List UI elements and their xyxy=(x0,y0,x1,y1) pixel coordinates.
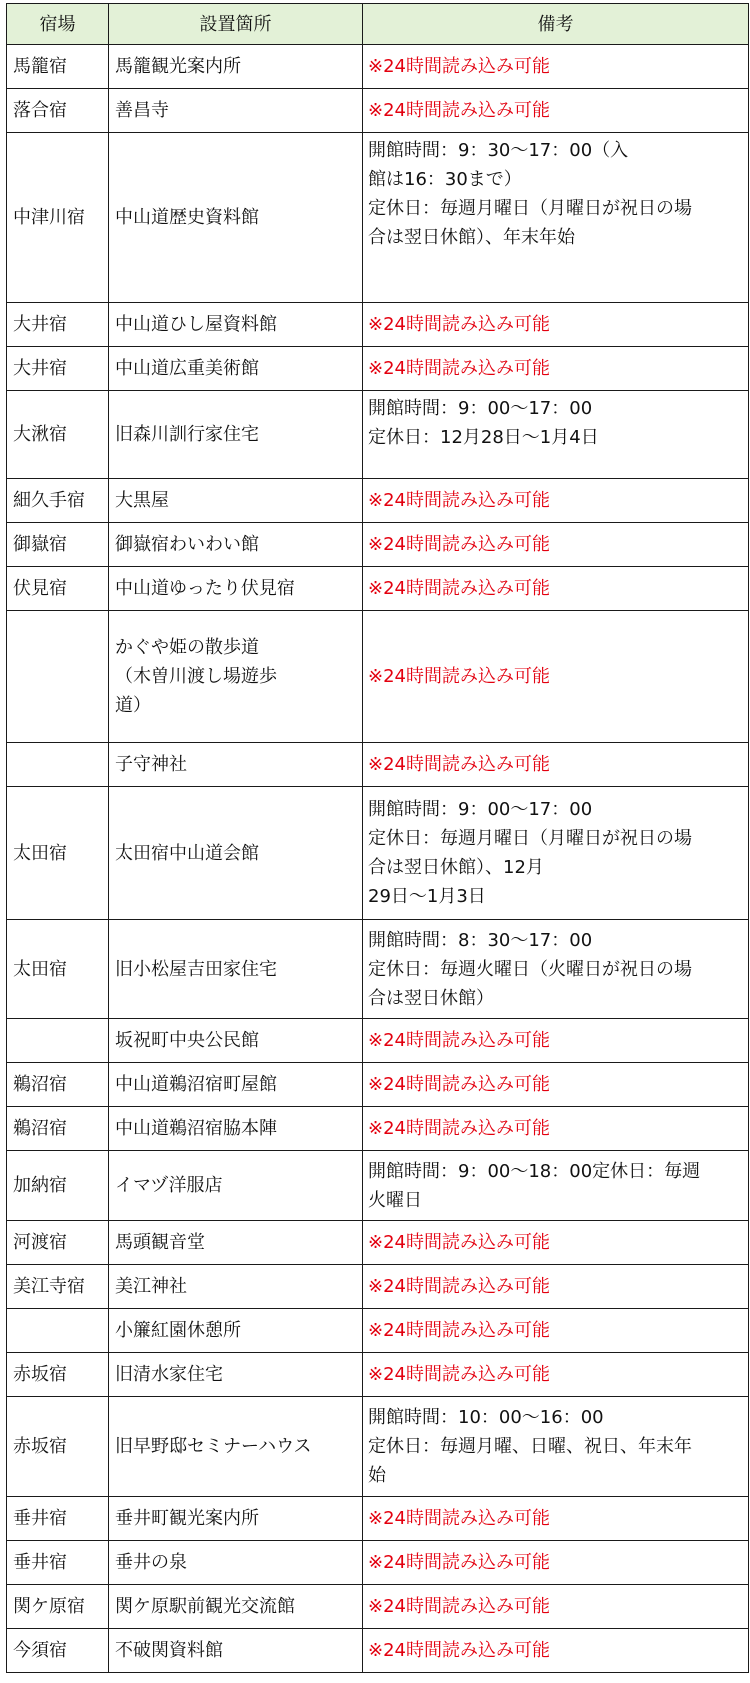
place-cell xyxy=(109,479,363,523)
note-cell-24h xyxy=(363,479,749,523)
note-line: ※24時間読み込み可能 xyxy=(368,490,550,511)
note-cell-24h xyxy=(363,1107,749,1151)
shukuba-cell: 美江寺宿 xyxy=(7,1265,109,1309)
table-row xyxy=(7,1019,749,1063)
note-line: ※24時間読み込み可能 xyxy=(368,1232,550,1253)
note-line: ※24時間読み込み可能 xyxy=(368,754,550,775)
place-line: 関ケ原駅前観光交流館 xyxy=(115,1596,295,1617)
place-cell xyxy=(109,1541,363,1585)
note-cell-24h xyxy=(363,1265,749,1309)
place-line: 不破関資料館 xyxy=(115,1640,223,1661)
shukuba-cell xyxy=(7,1309,109,1353)
place-cell xyxy=(109,611,363,743)
note-line: 合は翌日休館）、12月 xyxy=(368,857,544,878)
shukuba-cell: 加納宿 xyxy=(7,1151,109,1221)
place-line: 中山道鵜沼宿町屋館 xyxy=(115,1074,277,1095)
note-line: ※24時間読み込み可能 xyxy=(368,1364,550,1385)
note-line: ※24時間読み込み可能 xyxy=(368,1508,550,1529)
header-note: 備考 xyxy=(363,4,749,45)
place-line: 中山道歴史資料館 xyxy=(115,207,259,228)
place-line: イマヅ洋服店 xyxy=(115,1175,223,1196)
note-line: 29日～1月3日 xyxy=(368,886,486,907)
table-row xyxy=(7,1629,749,1673)
table-row xyxy=(7,1151,749,1221)
note-cell-24h xyxy=(363,1221,749,1265)
note-cell-24h xyxy=(363,347,749,391)
note-cell-hours xyxy=(363,391,749,479)
table-row xyxy=(7,89,749,133)
shukuba-cell: 関ケ原宿 xyxy=(7,1585,109,1629)
place-cell xyxy=(109,1221,363,1265)
place-cell xyxy=(109,1151,363,1221)
place-line: 善昌寺 xyxy=(115,100,169,121)
shukuba-cell: 大井宿 xyxy=(7,303,109,347)
shukuba-cell: 今須宿 xyxy=(7,1629,109,1673)
place-cell xyxy=(109,347,363,391)
stamp-location-table xyxy=(6,3,749,1673)
place-line: 中山道ひし屋資料館 xyxy=(115,314,277,335)
table-row xyxy=(7,1397,749,1497)
table-body xyxy=(7,45,749,1673)
note-cell-24h xyxy=(363,1063,749,1107)
shukuba-cell: 馬籠宿 xyxy=(7,45,109,89)
shukuba-cell: 細久手宿 xyxy=(7,479,109,523)
shukuba-cell: 伏見宿 xyxy=(7,567,109,611)
note-line: 館は16：30まで） xyxy=(368,169,522,190)
note-line: 合は翌日休館） xyxy=(368,987,494,1009)
shukuba-cell: 河渡宿 xyxy=(7,1221,109,1265)
note-cell-hours xyxy=(363,1151,749,1221)
table-row xyxy=(7,303,749,347)
place-cell xyxy=(109,391,363,479)
table-row xyxy=(7,1309,749,1353)
table-row xyxy=(7,567,749,611)
place-cell xyxy=(109,787,363,920)
note-line: 合は翌日休館）、年末年始 xyxy=(368,227,575,248)
place-line: 垂井町観光案内所 xyxy=(115,1508,259,1529)
note-cell-24h xyxy=(363,303,749,347)
place-line: 垂井の泉 xyxy=(115,1552,187,1573)
place-cell xyxy=(109,1353,363,1397)
shukuba-cell: 御嶽宿 xyxy=(7,523,109,567)
shukuba-cell: 鵜沼宿 xyxy=(7,1107,109,1151)
note-line: ※24時間読み込み可能 xyxy=(368,56,550,77)
shukuba-cell: 垂井宿 xyxy=(7,1497,109,1541)
place-line: 旧小松屋吉田家住宅 xyxy=(115,958,277,980)
place-cell xyxy=(109,45,363,89)
note-cell-24h xyxy=(363,1629,749,1673)
shukuba-cell: 太田宿 xyxy=(7,920,109,1019)
place-cell xyxy=(109,567,363,611)
place-line: 中山道ゆったり伏見宿 xyxy=(115,578,295,599)
note-line: 開館時間：9：00～17：00 xyxy=(368,398,593,419)
place-cell xyxy=(109,1019,363,1063)
note-cell-24h xyxy=(363,1019,749,1063)
note-line: ※24時間読み込み可能 xyxy=(368,1552,550,1573)
place-line: 旧清水家住宅 xyxy=(115,1364,223,1385)
note-line: 定休日：毎週月曜日（月曜日が祝日の場 xyxy=(368,828,692,849)
table-row xyxy=(7,1107,749,1151)
table-row xyxy=(7,1221,749,1265)
note-line: ※24時間読み込み可能 xyxy=(368,666,550,687)
note-line: 定休日：毎週月曜日（月曜日が祝日の場 xyxy=(368,198,692,219)
place-line: 子守神社 xyxy=(115,754,187,775)
place-line: 太田宿中山道会館 xyxy=(115,842,259,864)
note-cell-24h xyxy=(363,1585,749,1629)
place-line: 坂祝町中央公民館 xyxy=(115,1030,259,1051)
table-row xyxy=(7,920,749,1019)
note-line: ※24時間読み込み可能 xyxy=(368,534,550,555)
note-line: 定休日：毎週火曜日（火曜日が祝日の場 xyxy=(368,958,692,980)
shukuba-cell: 赤坂宿 xyxy=(7,1353,109,1397)
note-line: ※24時間読み込み可能 xyxy=(368,578,550,599)
note-line: ※24時間読み込み可能 xyxy=(368,314,550,335)
table-row xyxy=(7,743,749,787)
place-line: 道） xyxy=(115,695,151,716)
header-place: 設置箇所 xyxy=(109,4,363,45)
note-cell-hours xyxy=(363,787,749,920)
note-cell-24h xyxy=(363,743,749,787)
place-cell xyxy=(109,920,363,1019)
note-cell-24h xyxy=(363,1309,749,1353)
shukuba-cell: 赤坂宿 xyxy=(7,1397,109,1497)
note-cell-hours xyxy=(363,133,749,303)
shukuba-cell: 垂井宿 xyxy=(7,1541,109,1585)
stamp-location-table-wrapper xyxy=(6,3,749,1673)
note-line: ※24時間読み込み可能 xyxy=(368,1074,550,1095)
header-shukuba: 宿場 xyxy=(7,4,109,45)
shukuba-cell xyxy=(7,611,109,743)
table-row xyxy=(7,133,749,303)
table-row xyxy=(7,523,749,567)
place-cell xyxy=(109,1397,363,1497)
place-cell xyxy=(109,1063,363,1107)
place-cell xyxy=(109,1107,363,1151)
note-line: 開館時間：9：00～18：00定休日：毎週 xyxy=(368,1160,701,1182)
note-line: ※24時間読み込み可能 xyxy=(368,100,550,121)
header-row xyxy=(7,4,749,45)
place-cell xyxy=(109,133,363,303)
note-line: 開館時間：10：00～16：00 xyxy=(368,1407,604,1428)
table-row xyxy=(7,347,749,391)
note-line: ※24時間読み込み可能 xyxy=(368,1320,550,1341)
table-row xyxy=(7,611,749,743)
note-line: ※24時間読み込み可能 xyxy=(368,1596,550,1617)
shukuba-cell: 大井宿 xyxy=(7,347,109,391)
note-cell-24h xyxy=(363,89,749,133)
note-line: ※24時間読み込み可能 xyxy=(368,358,550,379)
place-line: （木曽川渡し場遊歩 xyxy=(115,666,277,687)
place-cell xyxy=(109,303,363,347)
place-line: 御嶽宿わいわい館 xyxy=(115,534,259,555)
place-cell xyxy=(109,1629,363,1673)
note-cell-24h xyxy=(363,1353,749,1397)
shukuba-cell xyxy=(7,743,109,787)
place-line: 美江神社 xyxy=(115,1276,187,1297)
place-line: 旧森川訓行家住宅 xyxy=(115,424,259,445)
place-cell xyxy=(109,1585,363,1629)
note-line: ※24時間読み込み可能 xyxy=(368,1276,550,1297)
note-cell-24h xyxy=(363,1497,749,1541)
table-row xyxy=(7,1353,749,1397)
note-line: 開館時間：8：30～17：00 xyxy=(368,929,593,951)
shukuba-cell: 中津川宿 xyxy=(7,133,109,303)
note-line: ※24時間読み込み可能 xyxy=(368,1118,550,1139)
table-row xyxy=(7,1063,749,1107)
note-line: 開館時間：9：00～17：00 xyxy=(368,799,593,820)
place-cell xyxy=(109,1265,363,1309)
table-header xyxy=(7,4,749,45)
place-cell xyxy=(109,743,363,787)
place-line: 旧早野邸セミナーハウス xyxy=(115,1436,312,1457)
place-line: 馬頭観音堂 xyxy=(115,1232,205,1253)
shukuba-cell: 落合宿 xyxy=(7,89,109,133)
note-cell-24h xyxy=(363,523,749,567)
table-row xyxy=(7,391,749,479)
place-line: かぐや姫の散歩道 xyxy=(115,637,259,658)
note-line: ※24時間読み込み可能 xyxy=(368,1640,550,1661)
note-line: ※24時間読み込み可能 xyxy=(368,1030,550,1051)
place-line: 中山道鵜沼宿脇本陣 xyxy=(115,1118,277,1139)
note-line: 開館時間：9：30～17：00（入 xyxy=(368,140,629,161)
table-row xyxy=(7,1497,749,1541)
note-cell-24h xyxy=(363,1541,749,1585)
place-cell xyxy=(109,1309,363,1353)
note-line: 始 xyxy=(368,1465,386,1486)
table-row xyxy=(7,45,749,89)
table-row xyxy=(7,1265,749,1309)
table-row xyxy=(7,1585,749,1629)
table-row xyxy=(7,787,749,920)
place-line: 中山道広重美術館 xyxy=(115,358,259,379)
note-cell-hours xyxy=(363,1397,749,1497)
note-line: 定休日：12月28日～1月4日 xyxy=(368,427,599,448)
table-row xyxy=(7,479,749,523)
note-cell-24h xyxy=(363,611,749,743)
note-cell-24h xyxy=(363,45,749,89)
place-cell xyxy=(109,1497,363,1541)
note-line: 定休日：毎週月曜、日曜、祝日、年末年 xyxy=(368,1436,692,1457)
shukuba-cell: 太田宿 xyxy=(7,787,109,920)
place-cell xyxy=(109,523,363,567)
shukuba-cell: 鵜沼宿 xyxy=(7,1063,109,1107)
place-line: 大黒屋 xyxy=(115,490,169,511)
table-row xyxy=(7,1541,749,1585)
place-line: 小簾紅園休憩所 xyxy=(115,1320,241,1341)
place-cell xyxy=(109,89,363,133)
note-line: 火曜日 xyxy=(368,1189,422,1211)
shukuba-cell: 大湫宿 xyxy=(7,391,109,479)
note-cell-hours xyxy=(363,920,749,1019)
shukuba-cell xyxy=(7,1019,109,1063)
place-line: 馬籠観光案内所 xyxy=(115,56,241,77)
note-cell-24h xyxy=(363,567,749,611)
